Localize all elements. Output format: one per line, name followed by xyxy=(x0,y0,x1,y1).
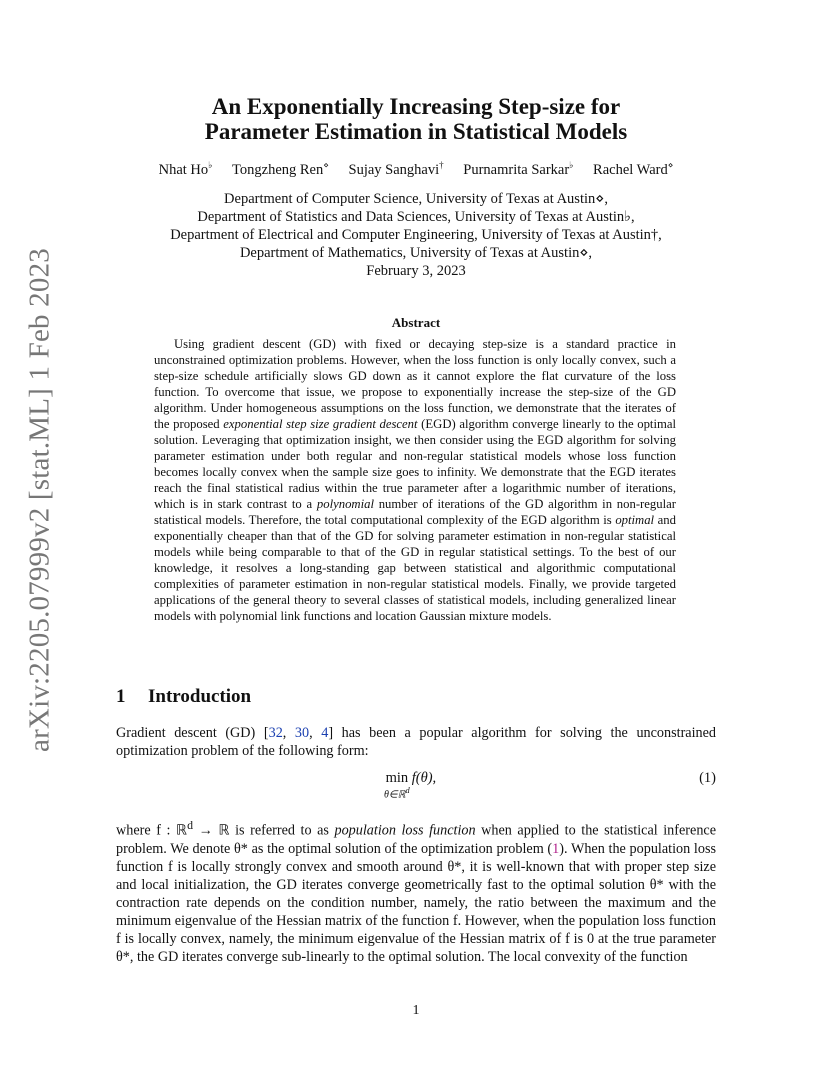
author: Rachel Ward⋄ xyxy=(593,160,674,178)
equation-reference-link[interactable]: 1 xyxy=(552,840,560,857)
arxiv-identifier: arXiv:2205.07999v2 [stat.ML] 1 Feb 2023 xyxy=(23,248,56,752)
intro-paragraph: Gradient descent (GD) [32, 30, 4] has been a popular algorithm for solving the unconstrained optimization problem of the following form: xyxy=(116,725,717,759)
affiliation: Department of Mathematics, University of Texas at Austin⋄, xyxy=(239,245,593,261)
affiliation: Department of Electrical and Computer Engineering, University of Texas at Austin†, xyxy=(170,227,662,243)
affiliation: Department of Computer Science, University of Texas at Austin⋄, xyxy=(224,191,608,207)
affiliations xyxy=(116,190,716,280)
section-heading xyxy=(116,686,716,708)
title-line-2: Parameter Estimation in Statistical Models xyxy=(204,119,628,144)
equation-number: (1) xyxy=(699,770,716,786)
citation-link[interactable]: 30 xyxy=(294,725,310,741)
author: Purnamrita Sarkar♭ xyxy=(463,160,574,178)
citation-link[interactable]: 32 xyxy=(268,725,283,741)
page-number: 1 xyxy=(412,1003,420,1018)
author: Sujay Sanghavi† xyxy=(348,160,444,178)
affiliation: Department of Statistics and Data Sciences, University of Texas at Austin♭, xyxy=(197,209,635,225)
equation-subscript: θ∈ℝ$^d$ xyxy=(384,786,410,801)
section-number: 1 xyxy=(116,686,126,707)
author: Tongzheng Ren⋄ xyxy=(232,160,329,178)
abstract-text: Using gradient descent (GD) with fixed or decaying step-size is a standard practice in unconstrained optimization problems. However, when the loss function is only locally convex, such a step-size schedule artificially slows GD down as it cannot explore the flat curvature of the loss function. To overcome that issue, we propose to exponentially increase the step-size of the GD algorithm. Under homogeneous assumptions on the loss function, we demonstrate that the iterates of the proposed exponential step size gradient descent (EGD) algorithm converge linearly to the optimal solution. Leveraging that optimization insight, we then consider using the EGD algorithm for solving parameter estimation under both regular and non-regular statistical models whose loss function becomes locally convex when the sample size goes to infinity. We demonstrate that the EGD iterates reach the final statistical radius within the true parameter after a logarithmic number of iterations, which is in stark contrast to a polynomial number of iterations of the GD algorithm in non-regular statistical models. Therefore, the total computational complexity of the EGD algorithm is optimal and exponentially cheaper than that of the GD for solving parameter estimation in non-regular statistical models while being comparable to that of the GD in regular statistical settings. To the best of our knowledge, it resolves a long-standing gap between statistical and algorithmic computational complexities of parameter estimation in non-regular statistical models. Finally, we provide targeted applications of the general theory to several classes of statistical models, including generalized linear models with polynomial link functions and location Gaussian mixture models. xyxy=(154,337,677,623)
abstract-heading: Abstract xyxy=(391,315,441,330)
equation-body: f(θ), xyxy=(411,770,437,786)
paper-date: February 3, 2023 xyxy=(366,263,466,279)
citation-link[interactable]: 4 xyxy=(321,725,329,741)
intro-paragraph: where f : ℝ$^d$ → ℝ is referred to as population loss function when applied to the statistical inference problem. We denote θ* as the optimal solution of the optimization problem (1). When the population loss function f is locally strongly convex and smooth around θ*, it is well-known that with proper step size and local initialization, the GD iterates converge geometrically fast to the optimal solution θ* with the contraction rate depends on the condition number, namely, the ratio between the maximum and the minimum eigenvalue of the Hessian matrix of the function f. However, when the population loss function f is locally convex, namely, the minimum eigenvalue of the Hessian matrix of f is 0 at the true parameter θ*, the GD iterates converge sub-linearly to the optimal solution. The local convexity of the function xyxy=(116,818,717,965)
arxiv-sidebar xyxy=(4,200,64,800)
author: Nhat Ho♭ xyxy=(158,160,213,178)
equation-1 xyxy=(116,770,716,806)
section-title: Introduction xyxy=(148,686,252,707)
equation-operator: min xyxy=(385,770,409,786)
paper-title xyxy=(116,94,716,144)
title-line-1: An Exponentially Increasing Step-size for xyxy=(211,94,621,119)
author-list xyxy=(116,160,716,179)
